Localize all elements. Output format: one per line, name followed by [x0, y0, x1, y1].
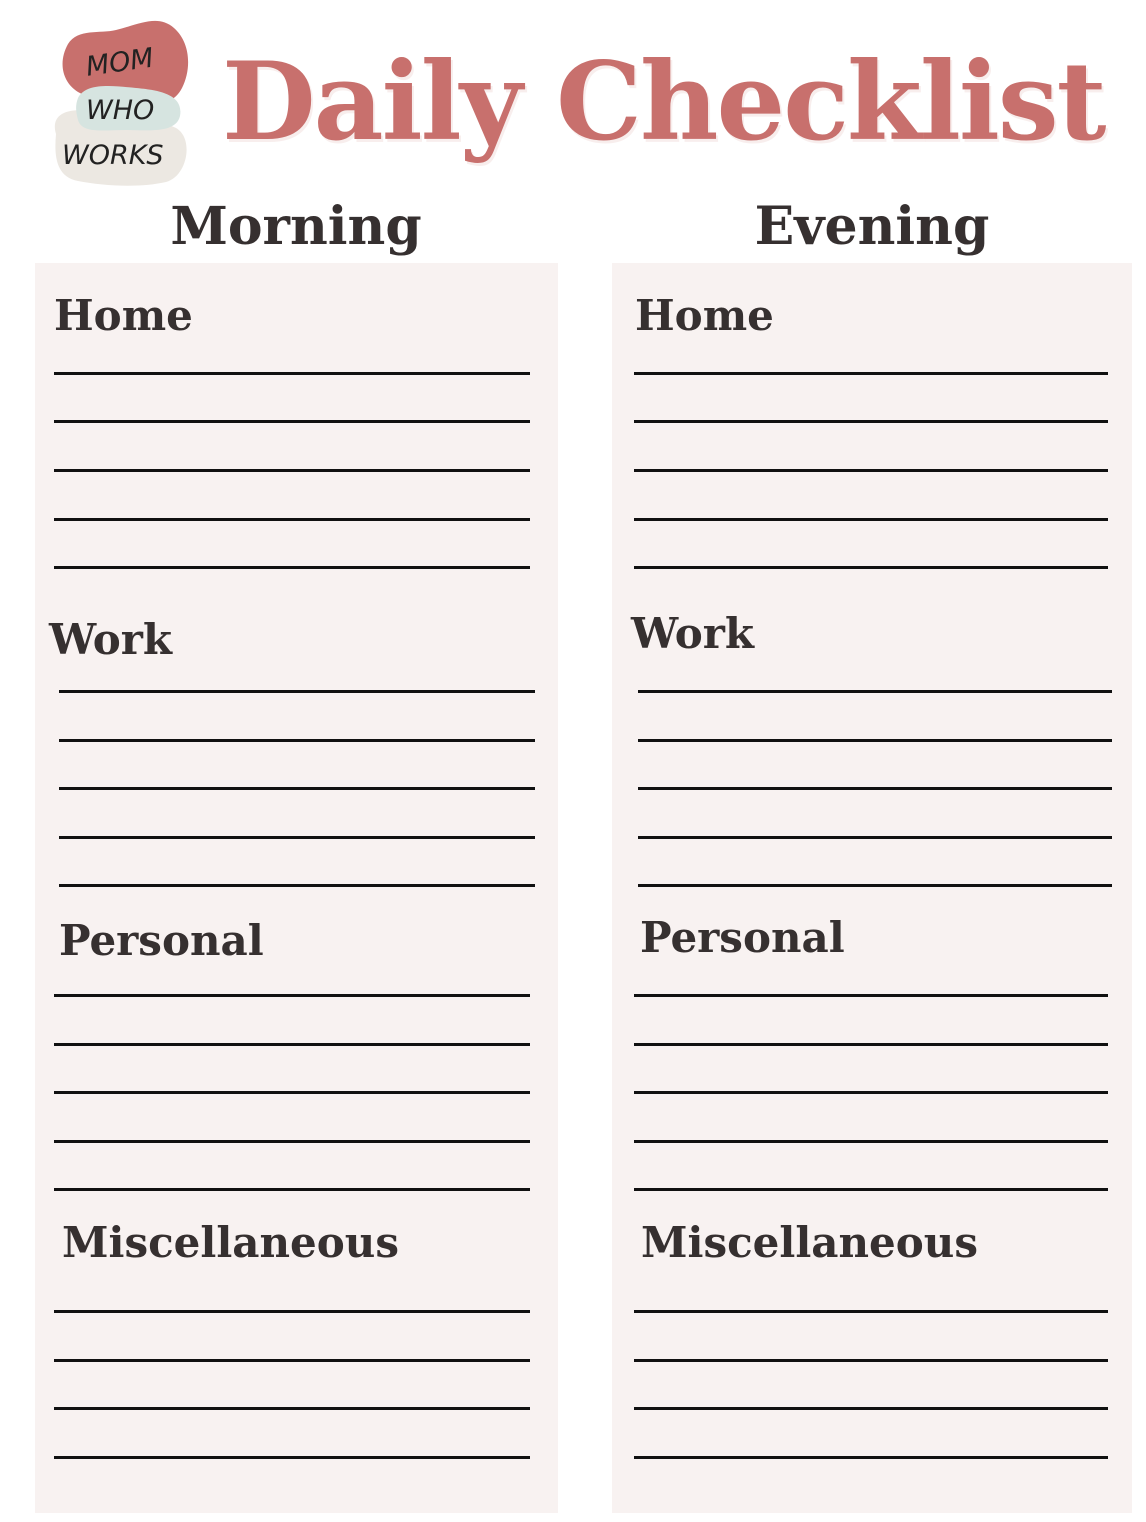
checklist-line[interactable] — [54, 1407, 530, 1410]
checklist-line[interactable] — [634, 994, 1108, 997]
checklist-line[interactable] — [638, 690, 1112, 693]
checklist-line[interactable] — [54, 372, 530, 375]
checklist-line[interactable] — [634, 518, 1108, 521]
checklist-line[interactable] — [638, 739, 1112, 742]
section-title-morning-personal: Personal — [59, 916, 264, 965]
checklist-line[interactable] — [634, 1456, 1108, 1459]
checklist-line[interactable] — [634, 1043, 1108, 1046]
checklist-line[interactable] — [54, 1140, 530, 1143]
checklist-line[interactable] — [634, 1091, 1108, 1094]
checklist-line[interactable] — [59, 739, 535, 742]
brand-logo — [48, 16, 193, 188]
evening-panel — [612, 263, 1132, 1513]
checklist-line[interactable] — [54, 994, 530, 997]
section-title-morning-miscellaneous: Miscellaneous — [62, 1218, 399, 1267]
logo-text-line-3: WORKS — [62, 140, 164, 171]
checklist-line[interactable] — [59, 690, 535, 693]
checklist-line[interactable] — [634, 1188, 1108, 1191]
section-title-evening-home: Home — [635, 291, 774, 340]
checklist-line[interactable] — [54, 1091, 530, 1094]
checklist-line[interactable] — [638, 787, 1112, 790]
checklist-line[interactable] — [54, 1188, 530, 1191]
logo-text-line-2: WHO — [86, 95, 155, 126]
checklist-line[interactable] — [54, 1310, 530, 1313]
checklist-line[interactable] — [634, 1140, 1108, 1143]
checklist-line[interactable] — [634, 469, 1108, 472]
checklist-line[interactable] — [634, 566, 1108, 569]
section-title-morning-home: Home — [54, 291, 193, 340]
morning-panel — [35, 263, 558, 1513]
checklist-line[interactable] — [59, 836, 535, 839]
checklist-line[interactable] — [638, 884, 1112, 887]
checklist-line[interactable] — [634, 1310, 1108, 1313]
checklist-line[interactable] — [54, 420, 530, 423]
checklist-line[interactable] — [634, 372, 1108, 375]
checklist-line[interactable] — [54, 1043, 530, 1046]
page-title: Daily Checklist — [222, 39, 1105, 165]
checklist-line[interactable] — [634, 420, 1108, 423]
checklist-line[interactable] — [54, 566, 530, 569]
checklist-line[interactable] — [54, 1456, 530, 1459]
section-title-evening-work: Work — [631, 609, 754, 658]
checklist-line[interactable] — [54, 518, 530, 521]
checklist-line[interactable] — [59, 787, 535, 790]
checklist-line[interactable] — [59, 884, 535, 887]
section-title-evening-miscellaneous: Miscellaneous — [641, 1218, 978, 1267]
checklist-line[interactable] — [54, 1359, 530, 1362]
checklist-line[interactable] — [638, 836, 1112, 839]
checklist-line[interactable] — [634, 1359, 1108, 1362]
logo-artwork — [48, 16, 193, 188]
section-title-evening-personal: Personal — [640, 913, 845, 962]
section-title-morning-work: Work — [49, 615, 172, 664]
column-heading-evening: Evening — [754, 196, 990, 257]
checklist-line[interactable] — [634, 1407, 1108, 1410]
checklist-line[interactable] — [54, 469, 530, 472]
logo-text-line-1: MOM — [84, 42, 156, 83]
column-heading-morning: Morning — [170, 196, 422, 257]
